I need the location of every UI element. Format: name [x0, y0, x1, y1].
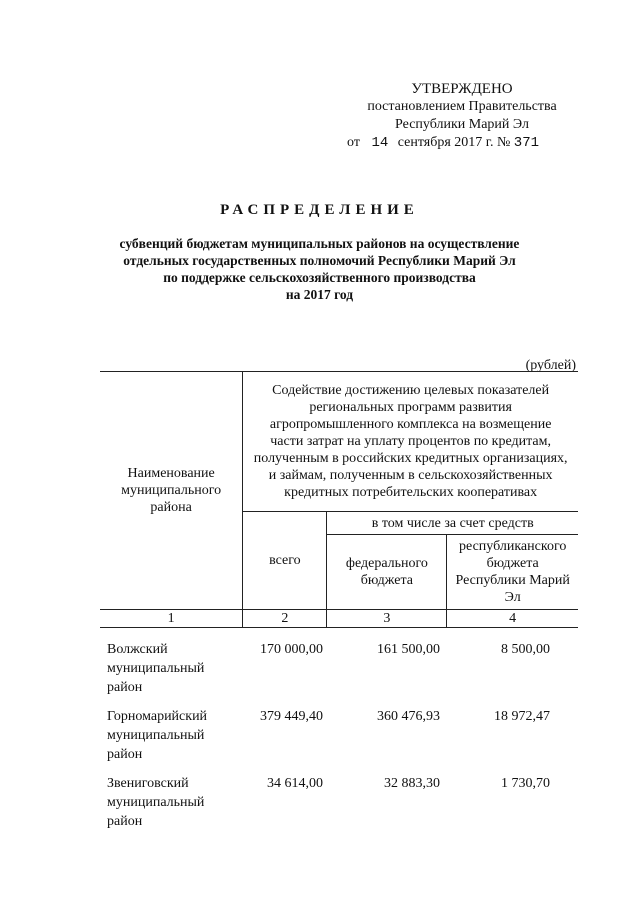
approval-stamp	[347, 80, 577, 152]
header-subgroup-text: в том числе за счет средств	[371, 515, 534, 531]
approval-date-line	[347, 134, 577, 152]
approval-from-word: от	[347, 135, 360, 150]
table-body	[100, 640, 578, 841]
subtitle-line-4: на 2017 год	[285, 287, 354, 302]
row-total: 170 000,00	[260, 642, 323, 657]
row-federal: 32 883,30	[384, 776, 440, 791]
approval-line-1: постановлением Правительства	[367, 99, 557, 114]
row-municipality: Горномарийский муниципальный район	[107, 709, 208, 762]
table-row	[100, 707, 578, 774]
header-republic-text: республиканского бюджета Республики Марий Эл	[455, 539, 570, 605]
approval-title: УТВЕРЖДЕНО	[411, 81, 513, 97]
table-row	[100, 640, 578, 707]
header-group-text: Содействие достижению целевых показателей региональных программ развития агропромышленного комплекса на возмещение части затрат на уплату процентов по кредитам, полученным в российских кредитных организациях, и займам, полученным в сельскохозяйственных кредитных потребительских кооперативах	[253, 383, 568, 500]
header-republic	[447, 535, 578, 610]
header-municipality-text: Наименование муниципального района	[121, 466, 222, 515]
col-number-3: 3	[327, 610, 447, 628]
row-municipality: Звениговский муниципальный район	[107, 776, 205, 829]
header-group	[243, 372, 578, 512]
subtitle-line-2: отдельных государственных полномочий Республики Марий Эл	[123, 253, 516, 268]
row-federal: 161 500,00	[377, 642, 440, 657]
col-number-2: 2	[243, 610, 327, 628]
col-number-1: 1	[100, 610, 243, 628]
unit-label: (рублей)	[525, 358, 576, 373]
header-municipality	[100, 372, 243, 610]
row-federal: 360 476,93	[377, 709, 440, 724]
table-row	[100, 774, 578, 841]
row-republic: 8 500,00	[501, 642, 550, 657]
approval-line-2: Республики Марий Эл	[395, 117, 529, 132]
approval-day: 14	[371, 135, 389, 151]
distribution-table	[100, 371, 578, 628]
row-republic: 1 730,70	[501, 776, 550, 791]
row-total: 379 449,40	[260, 709, 323, 724]
header-federal	[327, 535, 447, 610]
header-total-text: всего	[269, 553, 301, 568]
document-subtitle	[0, 235, 639, 303]
col-number-4: 4	[447, 610, 578, 628]
header-total	[243, 512, 327, 610]
row-municipality: Волжский муниципальный район	[107, 642, 205, 695]
document-heading: РАСПРЕДЕЛЕНИЕ	[220, 202, 419, 218]
row-republic: 18 972,47	[494, 709, 550, 724]
header-federal-text: федерального бюджета	[345, 556, 428, 588]
approval-month-year: сентября 2017 г. №	[397, 135, 511, 150]
row-total: 34 614,00	[267, 776, 323, 791]
subtitle-line-3: по поддержке сельскохозяйственного производства	[163, 270, 476, 285]
header-subgroup	[327, 512, 578, 535]
column-numbers-row	[100, 610, 578, 628]
approval-number: 371	[513, 135, 540, 151]
subtitle-line-1: субвенций бюджетам муниципальных районов на осуществление	[119, 236, 520, 251]
